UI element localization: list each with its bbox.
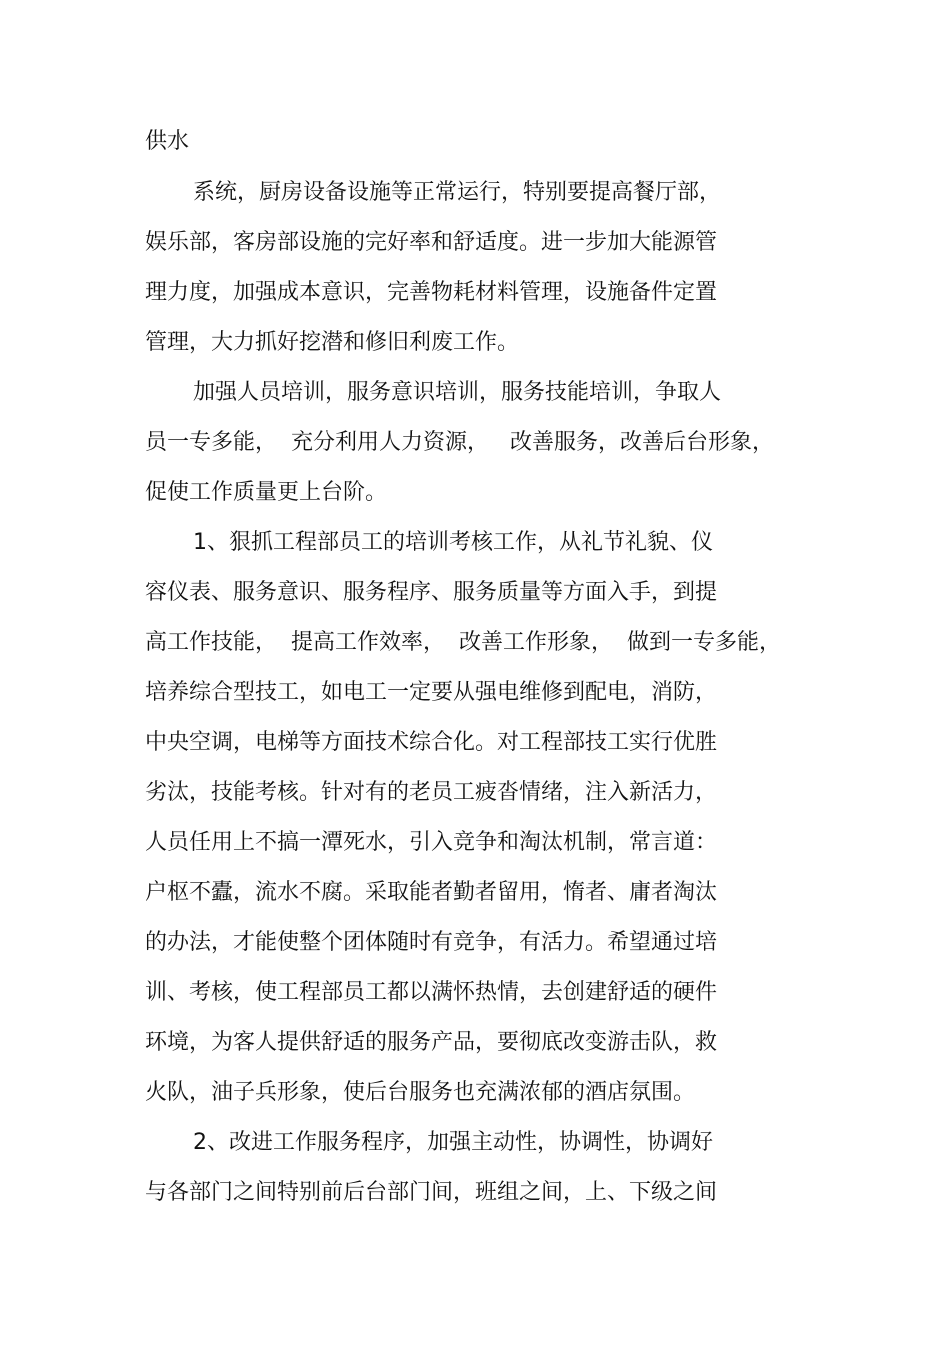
text-line: 户枢不蠹，流水不腐。采取能者勤者留用，惰者、庸者淘汰 (145, 880, 718, 905)
text-line: 容仪表、服务意识、服务程序、服务质量等方面入手，到提 (145, 580, 718, 605)
text-line: 理力度，加强成本意识，完善物耗材料管理，设施备件定置 (145, 280, 718, 305)
paragraph-start-line: 系统，厨房设备设施等正常运行，特别要提高餐厅部， (193, 180, 722, 205)
text-line: 环境，为客人提供舒适的服务产品，要彻底改变游击队，救 (145, 1030, 718, 1055)
text-line: 劣汰，技能考核。针对有的老员工疲沓情绪，注入新活力， (145, 780, 718, 805)
text-line: 训、考核，使工程部员工都以满怀热情，去创建舒适的硬件 (145, 980, 718, 1005)
text-line: 与各部门之间特别前后台部门间，班组之间，上、下级之间 (145, 1180, 718, 1205)
text-line: 娱乐部，客房部设施的完好率和舒适度。进一步加大能源管 (145, 230, 718, 255)
text-line: 培养综合型技工，如电工一定要从强电维修到配电，消防， (145, 680, 718, 705)
paragraph-start-line: 1、狠抓工程部员工的培训考核工作，从礼节礼貌、仪 (193, 530, 713, 555)
text-line: 供水 (145, 129, 190, 154)
paragraph-start-line: 2、改进工作服务程序，加强主动性，协调性，协调好 (193, 1130, 713, 1155)
text-line: 促使工作质量更上台阶。 (145, 480, 388, 505)
paragraph-start-line: 加强人员培训，服务意识培训，服务技能培训，争取人 (193, 380, 722, 405)
text-line: 管理，大力抓好挖潜和修旧利废工作。 (145, 330, 520, 355)
text-line: 的办法，才能使整个团体随时有竞争，有活力。希望通过培 (145, 930, 718, 955)
text-line: 人员任用上不搞一潭死水，引入竞争和淘汰机制，常言道： (145, 830, 718, 855)
text-line: 火队，油子兵形象，使后台服务也充满浓郁的酒店氛围。 (145, 1080, 696, 1105)
text-line: 员一专多能， 充分利用人力资源， 改善服务，改善后台形象， (145, 430, 774, 455)
text-line: 中央空调，电梯等方面技术综合化。对工程部技工实行优胜 (145, 730, 718, 755)
text-line: 高工作技能， 提高工作效率， 改善工作形象， 做到一专多能， (145, 630, 781, 655)
